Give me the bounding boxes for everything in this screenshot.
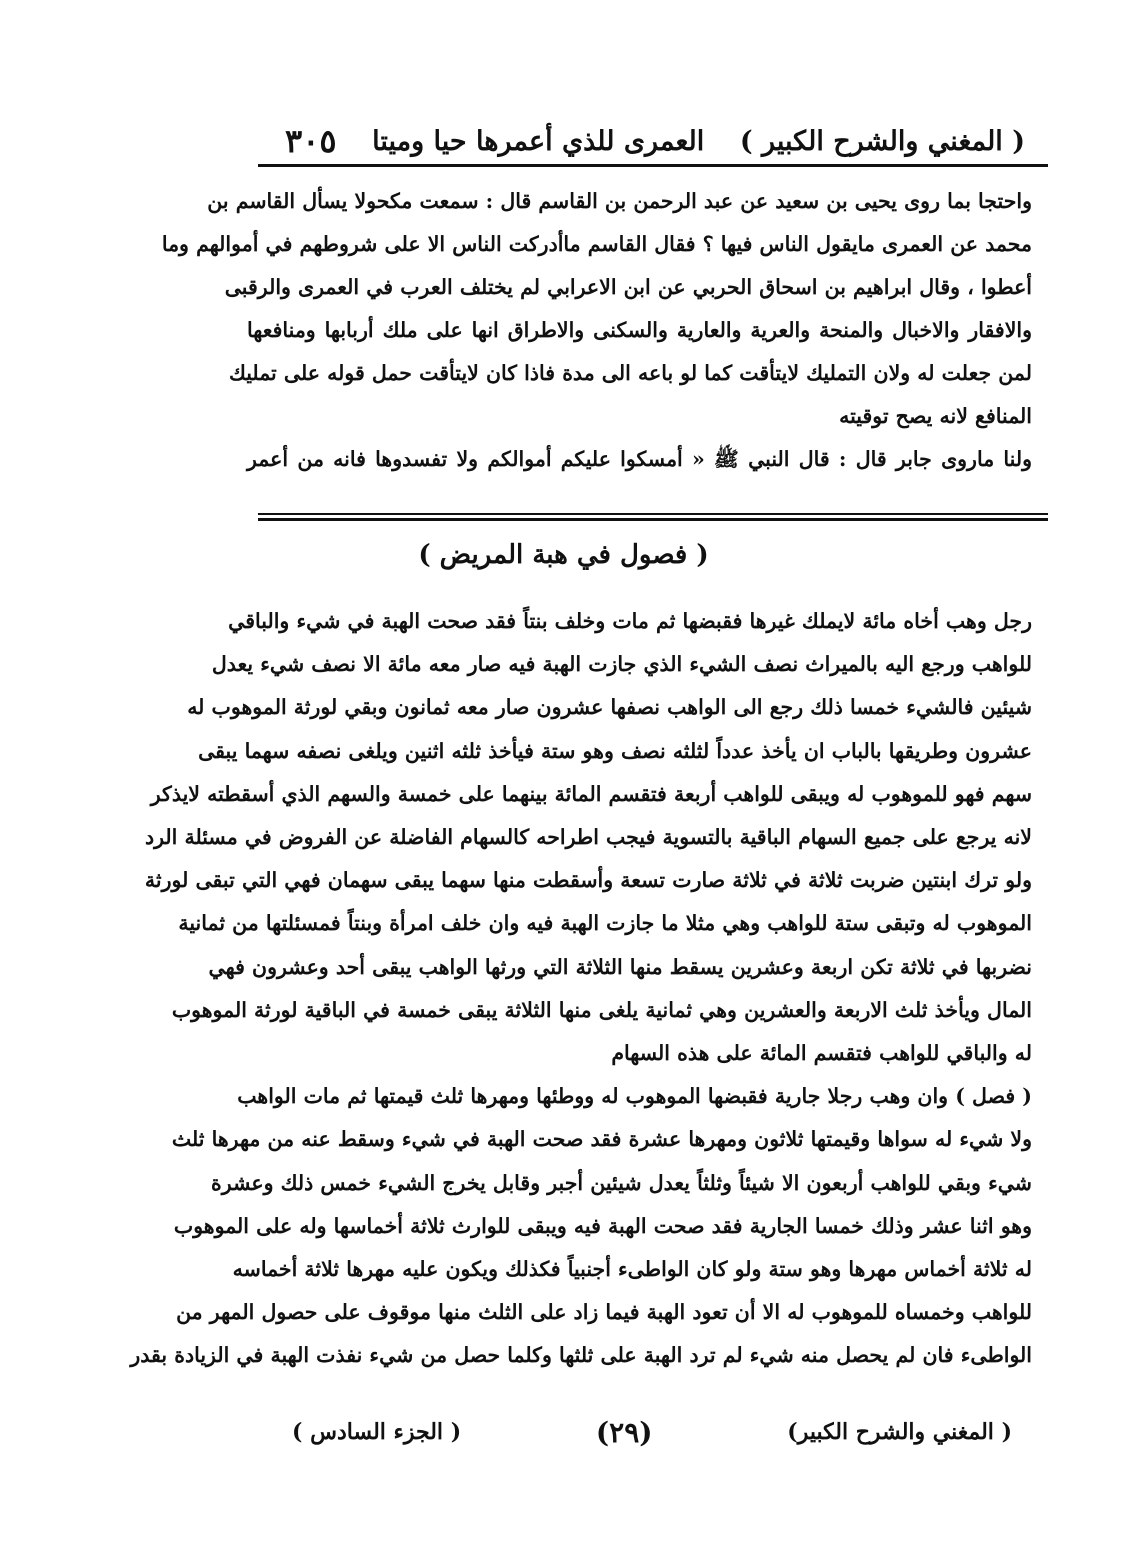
- text-line: ( فصل ) وان وهب رجلا جارية فقبضها الموهوب له ووطئها ومهرها ثلث قيمتها ثم مات الواهب: [237, 1084, 1032, 1109]
- running-header: [285, 118, 1025, 164]
- text-line: لمن جعلت له ولان التمليك لايتأقت كما لو باعه الى مدة فاذا كان لايتأقت حمل قوله على تمليك: [228, 361, 1032, 385]
- page-footer: [292, 1412, 1012, 1452]
- text-line: له ثلاثة أخماس مهرها وهو ستة ولو كان الواطىء أجنبياً فكذلك ويكون عليه مهرها ثلاثة أخماسه: [232, 1257, 1032, 1282]
- footer-book-title: ( المغني والشرح الكبير): [787, 1419, 1012, 1445]
- footer-volume: ( الجزء السادس ): [292, 1419, 462, 1445]
- text-line: وهو اثنا عشر وذلك خمسا الجارية فقد صحت الهبة فيه ويبقى للوارث ثلاثة أخماسها وله على الموهوب: [173, 1213, 1032, 1238]
- header-rule: [258, 164, 1048, 167]
- text-line: لانه يرجع على جميع السهام الباقية بالتسوية فيجب اطراحه كالسهام الفاضلة عن الفروض في مسئلة الرد: [144, 825, 1032, 850]
- text-line: عشرون وطريقها بالباب ان يأخذ عدداً لثلثه نصف وهو ستة فيأخذ ثلثه اثنين ويلغى نصفه سهما يبقى: [198, 738, 1032, 763]
- text-line: المال ويأخذ ثلث الاربعة والعشرين وهي ثمانية يلغى منها الثلاثة يبقى خمسة في الباقية لورثة الموهوب: [171, 997, 1032, 1022]
- footer-signature-number: (٢٩): [595, 1415, 653, 1449]
- text-line: للواهب ورجع اليه بالميراث نصف الشيء الذي جازت الهبة فيه صار معه مائة الا نصف شيء يعدل: [211, 652, 1032, 677]
- text-line: الواطىء فان لم يحصل منه شيء لم ترد الهبة على ثلثها وكلما حصل من شيء نفذت الهبة في الزيادة بقدر: [130, 1343, 1032, 1368]
- text-line: له والباقي للواهب فتقسم المائة على هذه السهام: [611, 1041, 1032, 1066]
- commentary-block: [161, 180, 1032, 481]
- text-line: محمد عن العمرى مايقول الناس فيها ؟ فقال القاسم ماأدركت الناس الا على شروطهم في أموالهم وما: [161, 232, 1032, 256]
- text-line: للواهب وخمساه للموهوب له الا أن تعود الهبة فيما زاد على الثلث منها موقوف على حصول المهر من: [176, 1300, 1032, 1325]
- text-line: شيئين فالشيء خمسا ذلك رجع الى الواهب نصفها عشرون صار معه ثمانون وبقي لورثة الموهوب له: [187, 695, 1032, 720]
- section-divider-top: [258, 513, 1048, 515]
- main-text-block: [130, 600, 1032, 1378]
- text-line: واحتجا بما روى يحيى بن سعيد عن عبد الرحمن بن القاسم قال : سمعت مكحولا يسأل القاسم بن: [207, 189, 1032, 213]
- text-line: أعطوا ، وقال ابراهيم بن اسحاق الحربي عن ابن الاعرابي لم يختلف العرب في العمرى والرقبى: [224, 275, 1032, 299]
- text-line: نضربها في ثلاثة تكن اربعة وعشرين يسقط منها الثلاثة التي ورثها الواهب يبقى أحد وعشرون فهي: [208, 954, 1032, 979]
- text-line: رجل وهب أخاه مائة لايملك غيرها فقبضها ثم مات وخلف بنتاً فقد صحت الهبة في شيء والباقي: [228, 609, 1032, 633]
- text-line: شيء وبقي للواهب أربعون الا شيئاً وثلثاً يعدل شيئين أجبر وقابل يخرج الشيء خمس ذلك وعشرة: [211, 1170, 1032, 1195]
- header-book-title: ( المغني والشرح الكبير ): [739, 125, 1025, 157]
- header-page-number: ٣٠٥: [285, 122, 337, 160]
- text-line: سهم فهو للموهوب له ويبقى للواهب أربعة فتقسم المائة بينهما على خمسة والسهم الذي أسقطته لايذكر: [150, 781, 1032, 806]
- header-chapter-title: العمرى للذي أعمرها حيا وميتا: [372, 125, 705, 157]
- section-title: ( فصول في هبة المريض ): [418, 540, 709, 570]
- text-line: المنافع لانه يصح توقيته: [839, 404, 1032, 428]
- text-line: والافقار والاخبال والمنحة والعرية والعارية والسكنى والاطراق انها على ملك أربابها ومنافعها: [247, 318, 1032, 342]
- section-divider-bottom: [258, 518, 1048, 521]
- text-line: ولو ترك ابنتين ضربت ثلاثة في ثلاثة صارت تسعة وأسقطت منها سهما يبقى سهمان فهي التي تبقى لورثة: [144, 868, 1032, 893]
- text-line: ولنا ماروى جابر قال : قال النبي ﷺ « أمسكوا عليكم أموالكم ولا تفسدوها فانه من أعمر: [247, 447, 1032, 471]
- text-line: ولا شيء له سواها وقيمتها ثلاثون ومهرها عشرة فقد صحت الهبة في شيء وسقط عنه من مهرها ثلث: [171, 1127, 1032, 1152]
- text-line: الموهوب له وتبقى ستة للواهب وهي مثلا ما جازت الهبة فيه وان خلف امرأة وبنتاً فمسئلتها من ثمانية: [178, 911, 1032, 936]
